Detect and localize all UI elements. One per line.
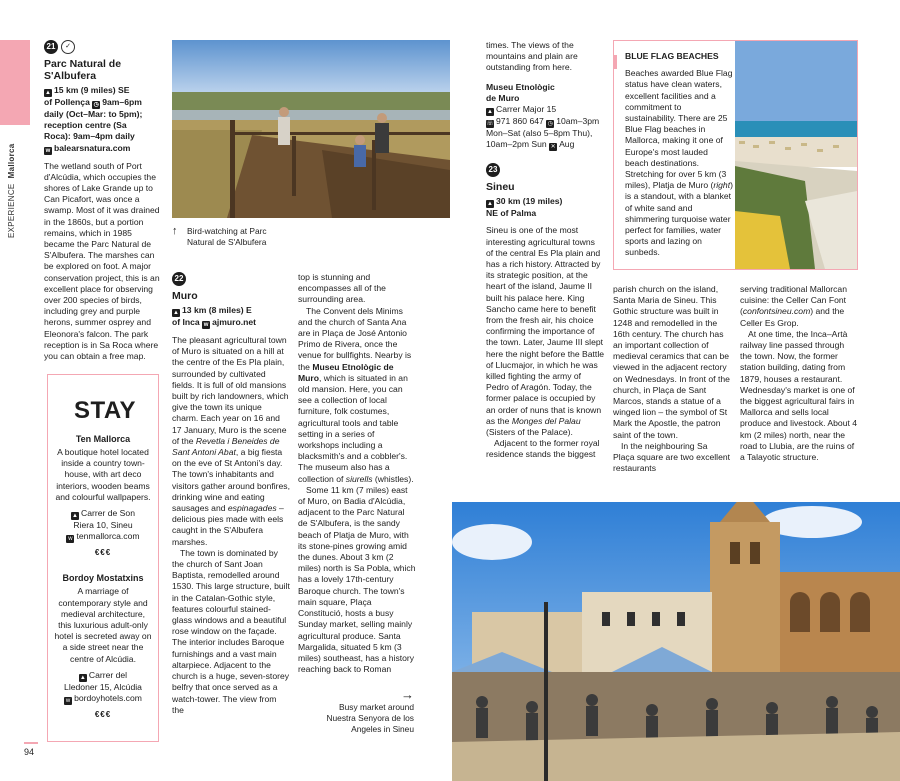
phone-icon: ☏ <box>486 121 494 128</box>
location-icon: ▲ <box>487 201 493 208</box>
hotel-name: Bordoy Mostatxins <box>62 573 144 584</box>
caption-market: → Busy market around Nuestra Senyora de los Angeles in Sineu <box>298 688 414 735</box>
market-image <box>452 502 900 781</box>
photo-sineu-market <box>452 502 900 781</box>
entry-23-continued <box>613 284 731 474</box>
location-icon: ▲ <box>72 513 78 520</box>
location-icon: ▲ <box>487 109 493 116</box>
web-icon: w <box>68 536 73 543</box>
hotel-description: A marriage of contemporary style and medieval architecture, this luxurious adult-only hotel is secreted away on a side street near the centre of Alcúdia. <box>54 586 152 664</box>
award-icon: ✓ <box>61 40 75 54</box>
beach-image <box>735 41 857 269</box>
page-number: 94 <box>24 747 35 757</box>
entry-body: In the neighbouring Sa Plaça square are two excellent restaurants <box>613 440 731 474</box>
entry-body: The pleasant agricultural town of Muro is situated on a hill at the centre of the Es Pla plain, surrounded by cultivated fields. It is full of old mansions built by rich landowners, which give the town its unique charm. Each year on 16 and 17 January, Muro is the scene of the Revetla i Beneides de Sant Antoni Abat, a big fiesta on the eve of St Antoni's day. The town's inhabitants and visitors gather around bonfires, drinking wine and eating sausages and espinagades – delicious pies made with eels caught in the S'Albufera marshes. <box>172 335 290 547</box>
museum-details: ▲ Carrer Major 15 ☏ 971 860 647 ◷ 10am–3pm Mon–Sat (also 5–8pm Thu), 10am–2pm Sun ✕ Aug <box>486 104 600 151</box>
entry-22 <box>172 272 290 716</box>
hotel-address: ▲ Carrer del <box>79 669 128 681</box>
box-title: BLUE FLAG BEACHES <box>625 51 719 61</box>
entry-body: top is stunning and encompasses all of the surrounding area. <box>298 272 386 305</box>
entry-body: The wetland south of Port d'Alcúdia, which occupies the shores of Lake Grande up to Can Picafort, was once a swamp. Most of it was drained in the 1860s, but a portion remains, which in 1985 became the Parc Natural de S'Albufera. The marshes can be explored on foot. A major conservation project, this is an excellent place for observing over 200 species of birds, including grey and purple herons, summer osprey and Eleonora's falcon. The park reception is in Sa Roca where you can obtain a free map. <box>44 160 160 362</box>
entry-info: ▲ 15 km (9 miles) SE of Pollença ◷ 9am–6pm daily (Oct–Mar: to 5pm); reception centre (Sa Roca): 9am–4pm daily w balearsnatura.com <box>44 85 143 154</box>
entry-22-continued <box>298 272 416 675</box>
web-icon: w <box>45 147 51 154</box>
photo-platja-de-muro <box>735 41 857 269</box>
arrow-up-icon: ↑ <box>172 225 178 237</box>
caption-bird-watching: ↑ Bird-watching at Parc Natural de S'Albufera <box>172 225 267 247</box>
entry-number: 21 <box>44 40 58 54</box>
entry-body: Some 11 km (7 miles) east of Muro, on Badia d'Alcúdia, adjacent to the Parc Natural de S'Albufera, is the sandy beach of Platja de Muro, with its stone-pines growing amid the dunes. About 3 km (2 miles) north is Sa Pobla, which has a lovely 17th-century Baroque church. The town's main square, Plaça Constitució, hosts a busy Sunday market, selling mainly agricultural produce. Santa Margalida, situated 5 km (3 miles) southeast, has a history reaching back to Roman <box>298 484 416 675</box>
entry-body: The town is dominated by the church of Sant Joan Baptista, remodelled around 1530. This large structure, built in the Catalan-Gothic style, features colourful stained-glass windows and a beautiful rose window on the façade. The interior includes Baroque furnishings and a vast main altarpiece. Adjacent to the church is a huge, seven-storey belfry that once served as a watch-tower. The view from the <box>172 547 290 715</box>
entry-title: Sineu <box>486 181 515 194</box>
entry-23-continued-2 <box>740 284 858 463</box>
blue-flag-text <box>625 51 733 259</box>
box-accent-bar <box>614 55 617 69</box>
entry-21 <box>44 40 162 362</box>
entry-body: parish church on the island, Santa Maria de Sineu. This Gothic structure was built in 1248 and remodelled in the 16th century. The church has an important collection of medieval ceramics that can be viewed in the adjacent rectory on Wednesdays. In front of the church, in Plaça de Sant Marcos, stands a statue of a winged lion – the symbol of St Mark the Apostle, the patron saint of the town. <box>613 284 730 440</box>
title-line: S'Albufera <box>44 70 97 82</box>
entry-body: The Convent dels Minims and the church of Santa Ana are in Plaça de José Antonio Primo de Rivera, once the venue for bullfights. Nearby is the Museu Etnològic de Muro, which is situated in an old mansion. Here, you can see a collection of local furniture, folk costumes, agricultural tools and table setting in a series of workshops including a blacksmith's and a cobbler's. The museum also has a collection of siurells (whistles). <box>298 305 414 484</box>
hotel-address-line: Lledoner 15, Alcúdia <box>64 681 142 692</box>
hotel-name: Ten Mallorca <box>75 434 131 444</box>
section-name: EXPERIENCE <box>7 183 16 238</box>
stay-box <box>47 374 159 742</box>
page-number-rule <box>24 742 38 744</box>
web-icon: w <box>203 322 209 328</box>
clock-icon: ◷ <box>547 121 553 128</box>
hotel-ten-mallorca <box>48 433 158 558</box>
entry-info: ▲ 30 km (19 miles) NE of Palma <box>486 196 563 219</box>
price-band: €€€ <box>94 548 112 558</box>
entry-number: 22 <box>172 272 186 286</box>
hotel-address-line: Riera 10, Sineu <box>73 520 133 531</box>
entry-body: serving traditional Mallorcan cuisine: the Celler Can Font (confontsineu.com) and the Celler Es Grop. <box>740 284 847 328</box>
entry-23 <box>486 40 604 461</box>
stay-title: STAY <box>74 397 137 424</box>
clock-icon: ◷ <box>93 102 99 108</box>
blue-flag-box <box>613 40 858 270</box>
entry-number: 23 <box>486 163 500 177</box>
hotel-website[interactable]: bordoyhotels.com <box>74 693 142 704</box>
arrow-right-icon: → <box>401 687 414 702</box>
closed-icon: ✕ <box>550 144 556 151</box>
box-body: Beaches awarded Blue Flag status have clean waters, excellent facilities and a commitment to sustainability. There are 25 Blue Flag beaches in Mallorca, making it one of Europe's most lauded beach destinations. Stretching for over 5 km (3 miles), Platja de Muro (right) is a standout, with a blanket of white sand and shimmering turquoise water perfect for families, water sports and lazing on sunbeds. <box>625 68 733 258</box>
entry-body: At one time, the Inca–Artà railway line passed through the town. Now, the former station building, dating from 1879, houses a restaurant. Wednesday's market is one of the biggest agricultural fairs in Mallorca and sells local produce and livestock. About 4 km (2 miles) north, near the road to Llubia, are the ruins of a Talayotic structure. <box>740 328 858 463</box>
website-link[interactable]: ajmuro.net <box>212 317 257 327</box>
section-label <box>6 128 20 238</box>
entry-title: Muro <box>172 290 198 302</box>
web-icon: w <box>65 698 71 705</box>
entry-body: Sineu is one of the most interesting agricultural towns of the central Es Pla plain and has a rich history. Attracted by its strategic position, at the heart of the island, Jaume II built his palace here. King Sancho came here to benefit from the fresh air, his choice confirming the importance of the town. Later, Jaume III slept here the night before the Battle of Llucmajor, in which he was killed fighting the army of Pedro of Aragón. Today, the former palace is occupied by an order of nuns that is known as the Monges del Palau (Sisters of the Palace). <box>486 225 605 438</box>
title-line: Parc Natural de <box>44 58 122 70</box>
entry-body: times. The views of the mountains and plain are outstanding from here. <box>486 40 578 73</box>
bird-watching-image <box>172 40 450 218</box>
hotel-bordoy-mostatxins <box>48 572 158 720</box>
section-tab <box>0 40 30 125</box>
location-icon: ▲ <box>45 90 51 96</box>
price-band: €€€ <box>94 710 112 720</box>
location-icon: ▲ <box>79 674 86 681</box>
entry-info: ▲ 13 km (8 miles) E of Inca w ajmuro.net <box>172 305 257 328</box>
museum-name: Museu Etnològic <box>486 81 555 92</box>
photo-bird-watching <box>172 40 450 218</box>
entry-title <box>44 58 162 82</box>
hotel-description: A boutique hotel located inside a country town-house, with art deco interiors, wooden beams and colourful wallpapers. <box>55 447 151 502</box>
region-name: Mallorca <box>7 143 16 179</box>
hotel-address: ▲ Carrer de Son <box>72 508 135 520</box>
museum-listing <box>486 82 604 104</box>
hotel-website[interactable]: tenmallorca.com <box>76 531 140 542</box>
entry-body: Adjacent to the former royal residence stands the biggest <box>486 438 600 460</box>
website-link[interactable]: balearsnatura.com <box>54 142 131 153</box>
museum-name: de Muro <box>486 92 520 103</box>
location-icon: ▲ <box>173 310 179 316</box>
